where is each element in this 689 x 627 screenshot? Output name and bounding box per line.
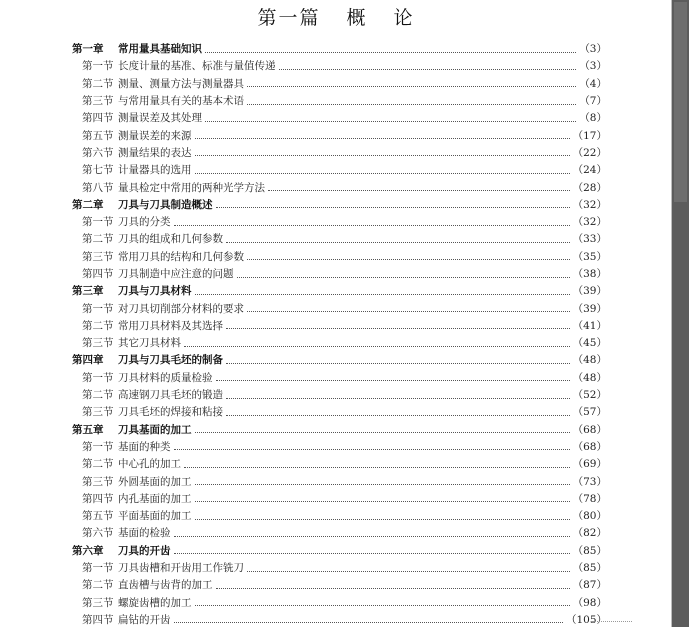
toc-entry-number: 第三节 — [82, 250, 114, 263]
toc-leader-dots — [247, 85, 576, 87]
toc-section-row[interactable] — [72, 611, 607, 627]
toc-entry-title: 测量误差的来源 — [118, 129, 192, 142]
toc-entry-title: 刀具的开齿 — [118, 544, 171, 557]
toc-section-row[interactable] — [72, 126, 607, 143]
table-of-contents — [72, 40, 607, 627]
toc-page-number: （73） — [572, 475, 607, 488]
toc-entry-title: 刀具毛坯的焊接和粘接 — [118, 406, 223, 419]
toc-leader-dots — [195, 500, 570, 502]
toc-chapter-row[interactable] — [72, 40, 607, 57]
page-corner-mark — [592, 621, 632, 627]
toc-entry-number: 第六节 — [82, 146, 114, 159]
toc-section-row[interactable] — [72, 213, 607, 230]
toc-section-row[interactable] — [72, 178, 607, 195]
toc-entry-title: 外圆基面的加工 — [118, 475, 192, 488]
toc-section-row[interactable] — [72, 92, 607, 109]
toc-entry-number: 第二节 — [82, 233, 114, 246]
toc-leader-dots — [174, 224, 570, 226]
toc-entry-number: 第四节 — [82, 613, 114, 626]
toc-section-row[interactable] — [72, 386, 607, 403]
toc-entry-number: 第三节 — [82, 406, 114, 419]
toc-page-number: （98） — [572, 596, 607, 609]
toc-entry-number: 第一节 — [82, 302, 114, 315]
toc-page-number: （87） — [572, 579, 607, 592]
toc-section-row[interactable] — [72, 369, 607, 386]
toc-page-number: （4） — [579, 77, 607, 90]
toc-entry-number: 第五章 — [72, 423, 104, 436]
title-char-2: 论 — [393, 7, 415, 29]
toc-page-number: （8） — [579, 112, 607, 125]
toc-page-number: （48） — [572, 354, 607, 367]
toc-leader-dots — [216, 206, 570, 208]
toc-page-number: （17） — [572, 129, 607, 142]
toc-page-number: （45） — [572, 337, 607, 350]
toc-entry-number: 第三节 — [82, 95, 114, 108]
toc-entry-number: 第一节 — [82, 371, 114, 384]
toc-page-number: （32） — [572, 198, 607, 211]
toc-section-row[interactable] — [72, 75, 607, 92]
toc-page-number: （32） — [572, 216, 607, 229]
toc-leader-dots — [195, 137, 570, 139]
toc-entry-title: 与常用量具有关的基本术语 — [118, 95, 244, 108]
toc-page-number: （41） — [572, 319, 607, 332]
toc-entry-number: 第六章 — [72, 544, 104, 557]
toc-entry-title: 内孔基面的加工 — [118, 492, 192, 505]
vertical-scrollbar[interactable] — [672, 0, 689, 627]
toc-leader-dots — [226, 327, 570, 329]
toc-entry-title: 测量结果的表达 — [118, 146, 192, 159]
toc-page-number: （38） — [572, 268, 607, 280]
toc-entry-number: 第五节 — [82, 129, 114, 142]
toc-entry-number: 第一节 — [82, 562, 114, 575]
toc-page-number: （105） — [565, 613, 607, 626]
toc-leader-dots — [268, 189, 570, 191]
toc-entry-title: 刀具基面的加工 — [118, 423, 192, 436]
toc-page-number: （78） — [572, 492, 607, 505]
toc-page-number: （3） — [579, 43, 607, 56]
toc-entry-title: 刀具的组成和几何参数 — [118, 233, 223, 246]
toc-leader-dots — [279, 68, 577, 70]
toc-page-number: （48） — [572, 371, 607, 384]
toc-leader-dots — [184, 466, 570, 468]
toc-section-row[interactable] — [72, 472, 607, 489]
toc-entry-title: 常用刀具材料及其选择 — [118, 319, 223, 332]
scrollbar-thumb[interactable] — [674, 2, 687, 202]
toc-leader-dots — [184, 345, 570, 347]
toc-page-number: （3） — [579, 60, 607, 73]
toc-page-number: （68） — [572, 423, 607, 436]
toc-entry-title: 中心孔的加工 — [118, 458, 181, 471]
toc-chapter-row[interactable] — [72, 196, 607, 213]
toc-section-row[interactable] — [72, 559, 607, 576]
toc-section-row[interactable] — [72, 576, 607, 593]
toc-leader-dots — [226, 414, 570, 416]
toc-entry-title: 基面的种类 — [118, 440, 171, 453]
toc-entry-number: 第七节 — [82, 164, 114, 177]
toc-section-row[interactable] — [72, 230, 607, 247]
toc-section-row[interactable] — [72, 248, 607, 265]
toc-entry-title: 计量器具的选用 — [118, 164, 192, 177]
toc-leader-dots — [205, 120, 576, 122]
toc-leader-dots — [237, 276, 570, 278]
toc-entry-number: 第四节 — [82, 112, 114, 125]
toc-section-row[interactable] — [72, 334, 607, 351]
toc-entry-number: 第二节 — [82, 77, 114, 90]
toc-entry-number: 第三节 — [82, 475, 114, 488]
toc-section-row[interactable] — [72, 57, 607, 74]
toc-entry-title: 常用刀具的结构和几何参数 — [118, 250, 244, 263]
toc-leader-dots — [195, 154, 570, 156]
toc-leader-dots — [247, 310, 570, 312]
toc-entry-number: 第一节 — [82, 440, 114, 453]
toc-entry-number: 第一节 — [82, 216, 114, 229]
toc-entry-number: 第二章 — [72, 198, 104, 211]
toc-leader-dots — [205, 51, 576, 53]
toc-entry-number: 第三节 — [82, 337, 114, 350]
toc-section-row[interactable] — [72, 161, 607, 178]
toc-entry-title: 测量、测量方法与测量器具 — [118, 77, 244, 90]
toc-leader-dots — [195, 604, 570, 606]
toc-entry-number: 第一章 — [72, 43, 104, 56]
toc-entry-number: 第六节 — [82, 527, 114, 540]
toc-entry-number: 第三节 — [82, 596, 114, 609]
toc-entry-title: 刀具与刀具材料 — [118, 285, 192, 298]
toc-leader-dots — [226, 241, 570, 243]
toc-entry-number: 第四节 — [82, 492, 114, 505]
toc-page-number: （82） — [572, 527, 607, 540]
toc-entry-title: 基面的检验 — [118, 527, 171, 540]
toc-entry-title: 刀具齿槽和开齿用工作铣刀 — [118, 562, 244, 575]
toc-page-number: （69） — [572, 458, 607, 471]
toc-entry-title: 常用量具基础知识 — [118, 43, 202, 56]
toc-page-number: （85） — [572, 544, 607, 557]
toc-page-number: （39） — [572, 285, 607, 298]
toc-page-number: （85） — [572, 562, 607, 575]
toc-section-row[interactable] — [72, 455, 607, 472]
toc-entry-number: 第五节 — [82, 510, 114, 523]
toc-leader-dots — [195, 483, 570, 485]
toc-entry-number: 第二节 — [82, 319, 114, 332]
toc-entry-title: 对刀具切削部分材料的要求 — [118, 302, 244, 315]
toc-leader-dots — [195, 293, 570, 295]
toc-entry-number: 第二节 — [82, 579, 114, 592]
toc-entry-number: 第八节 — [82, 181, 114, 194]
toc-section-row[interactable] — [72, 109, 607, 126]
toc-section-row[interactable] — [72, 317, 607, 334]
toc-page-number: （52） — [572, 389, 607, 402]
toc-leader-dots — [174, 448, 570, 450]
toc-entry-title: 直齿槽与齿背的加工 — [118, 579, 213, 592]
toc-leader-dots — [174, 552, 570, 554]
toc-page-number: （39） — [572, 302, 607, 315]
toc-entry-title: 刀具制造中应注意的问题 — [118, 268, 234, 280]
toc-entry-title: 高速钢刀具毛坯的锻造 — [118, 389, 223, 402]
toc-leader-dots — [216, 587, 570, 589]
toc-section-row[interactable] — [72, 524, 607, 541]
toc-chapter-row[interactable] — [72, 421, 607, 438]
toc-leader-dots — [247, 570, 570, 572]
toc-page-number: （68） — [572, 440, 607, 453]
toc-entry-title: 量具检定中常用的两种光学方法 — [118, 181, 265, 194]
toc-section-row[interactable] — [72, 265, 607, 282]
toc-entry-number: 第二节 — [82, 389, 114, 402]
toc-entry-title: 螺旋齿槽的加工 — [118, 596, 192, 609]
toc-section-row[interactable] — [72, 299, 607, 316]
toc-entry-title: 其它刀具材料 — [118, 337, 181, 350]
toc-chapter-row[interactable] — [72, 351, 607, 368]
title-char-1: 概 — [346, 7, 368, 29]
toc-leader-dots — [226, 397, 570, 399]
toc-page-number: （24） — [572, 164, 607, 177]
toc-entry-title: 刀具的分类 — [118, 216, 171, 229]
toc-entry-number: 第四节 — [82, 268, 114, 280]
toc-entry-number: 第一节 — [82, 60, 114, 73]
toc-leader-dots — [195, 518, 570, 520]
toc-section-row[interactable] — [72, 507, 607, 524]
toc-entry-title: 刀具材料的质量检验 — [118, 371, 213, 384]
toc-page-number: （57） — [572, 406, 607, 419]
toc-leader-dots — [226, 362, 570, 364]
toc-leader-dots — [195, 172, 570, 174]
toc-page-number: （7） — [579, 95, 607, 108]
toc-section-row[interactable] — [72, 144, 607, 161]
toc-leader-dots — [216, 379, 570, 381]
toc-page-number: （28） — [572, 181, 607, 194]
toc-entry-title: 测量误差及其处理 — [118, 112, 202, 125]
toc-leader-dots — [174, 621, 563, 623]
toc-entry-title: 平面基面的加工 — [118, 510, 192, 523]
toc-entry-number: 第三章 — [72, 285, 104, 298]
page-title — [0, 3, 672, 30]
toc-section-row[interactable] — [72, 490, 607, 507]
toc-chapter-row[interactable] — [72, 282, 607, 299]
toc-entry-title: 刀具与刀具毛坯的制备 — [118, 354, 223, 367]
toc-entry-title: 长度计量的基准、标准与量值传递 — [118, 60, 276, 73]
toc-entry-title: 扁钻的开齿 — [118, 613, 171, 626]
toc-entry-title: 刀具与刀具制造概述 — [118, 198, 213, 211]
toc-section-row[interactable] — [72, 403, 607, 420]
toc-page-number: （35） — [572, 250, 607, 263]
toc-leader-dots — [195, 431, 570, 433]
toc-section-row[interactable] — [72, 594, 607, 611]
toc-page-number: （80） — [572, 510, 607, 523]
toc-page-number: （33） — [572, 233, 607, 246]
toc-leader-dots — [247, 258, 570, 260]
title-part-number: 第一篇 — [257, 7, 321, 29]
toc-leader-dots — [174, 535, 570, 537]
toc-leader-dots — [247, 103, 576, 105]
toc-chapter-row[interactable] — [72, 542, 607, 559]
toc-section-row[interactable] — [72, 438, 607, 455]
toc-entry-number: 第二节 — [82, 458, 114, 471]
toc-entry-number: 第四章 — [72, 354, 104, 367]
toc-page-number: （22） — [572, 146, 607, 159]
